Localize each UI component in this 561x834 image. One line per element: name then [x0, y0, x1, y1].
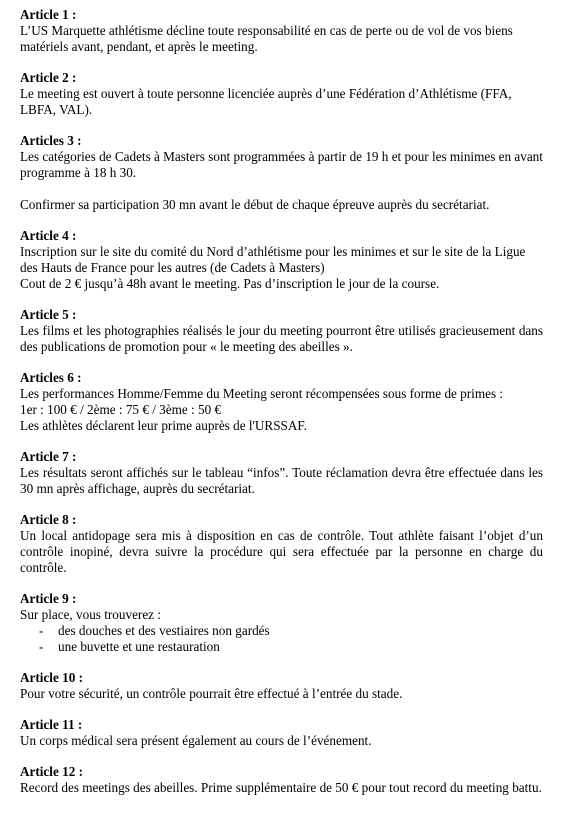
article-body: Un corps médical sera présent également au cours de l’événement.: [20, 733, 372, 748]
article-body: Les performances Homme/Femme du Meeting seront récompensées sous forme de primes :: [20, 386, 504, 401]
list-item: [20, 623, 543, 639]
article-body: Les catégories de Cadets à Masters sont programmées à partir de 19 h et pour les minimes en avant programme à 18 h 30.: [20, 149, 543, 180]
article-9: [20, 591, 543, 655]
dash-bullet: -: [39, 623, 44, 638]
prize-list: 1er : 100 € / 2ème : 75 € / 3ème : 50 €: [20, 402, 222, 417]
list-item-text: des douches et des vestiaires non gardés: [58, 623, 270, 638]
article-title: Article 9 :: [20, 591, 77, 606]
article-body: L’US Marquette athlétisme décline toute responsabilité en cas de perte ou de vol de vos biens matériels avant, pendant, et après le meeting.: [20, 23, 513, 54]
article-2: [20, 70, 543, 118]
article-body: Inscription sur le site du comité du Nord d’athlétisme pour les minimes et sur le site de la Ligue des Hauts de France pour les autres (de Cadets à Masters): [20, 244, 526, 275]
article-5: [20, 307, 543, 355]
article-title: Articles 6 :: [20, 370, 82, 385]
article-title: Article 10 :: [20, 670, 83, 685]
article-title: Articles 3 :: [20, 133, 82, 148]
article-body: Sur place, vous trouverez :: [20, 607, 161, 622]
article-extra-paragraph: Confirmer sa participation 30 mn avant le début de chaque épreuve auprès du secrétariat.: [20, 197, 490, 212]
article-1: [20, 7, 543, 55]
article-3: [20, 133, 543, 213]
article-body: Les résultats seront affichés sur le tableau “infos”. Toute réclamation devra être effectuée dans les 30 mn après affichage, auprès du secrétariat.: [20, 465, 543, 496]
dash-bullet: -: [39, 639, 44, 654]
article-title: Article 1 :: [20, 7, 77, 22]
list-item: [20, 639, 543, 655]
article-body: Les films et les photographies réalisés le jour du meeting pourront être utilisés gracieusement dans des publications de promotion pour « le meeting des abeilles ».: [20, 323, 543, 354]
article-body: Pour votre sécurité, un contrôle pourrait être effectué à l’entrée du stade.: [20, 686, 403, 701]
article-4: [20, 228, 543, 292]
article-title: Article 11 :: [20, 717, 83, 732]
article-body: Le meeting est ouvert à toute personne licenciée auprès d’une Fédération d’Athlétisme (FFA, LBFA, VAL).: [20, 86, 512, 117]
article-title: Article 8 :: [20, 512, 77, 527]
article-12: [20, 764, 543, 796]
list-item-text: une buvette et une restauration: [58, 639, 220, 654]
article-title: Article 12 :: [20, 764, 83, 779]
article-body: Record des meetings des abeilles. Prime supplémentaire de 50 € pour tout record du meeting battu.: [20, 780, 542, 795]
article-body: Un local antidopage sera mis à disposition en cas de contrôle. Tout athlète faisant l’objet d’un contrôle inopiné, devra suivre la procédure qui sera effectuée par la personne en charge du contrôle.: [20, 528, 543, 575]
article-6: [20, 370, 543, 434]
article-11: [20, 717, 543, 749]
article-10: [20, 670, 543, 702]
article-title: Article 2 :: [20, 70, 77, 85]
article-fee-line: Cout de 2 € jusqu’à 48h avant le meeting. Pas d’inscription le jour de la course.: [20, 276, 440, 291]
article-title: Article 5 :: [20, 307, 77, 322]
article-8: [20, 512, 543, 576]
article-note: Les athlètes déclarent leur prime auprès de l'URSSAF.: [20, 418, 307, 433]
article-7: [20, 449, 543, 497]
article-title: Article 4 :: [20, 228, 77, 243]
article-title: Article 7 :: [20, 449, 77, 464]
amenities-list: [20, 623, 543, 655]
